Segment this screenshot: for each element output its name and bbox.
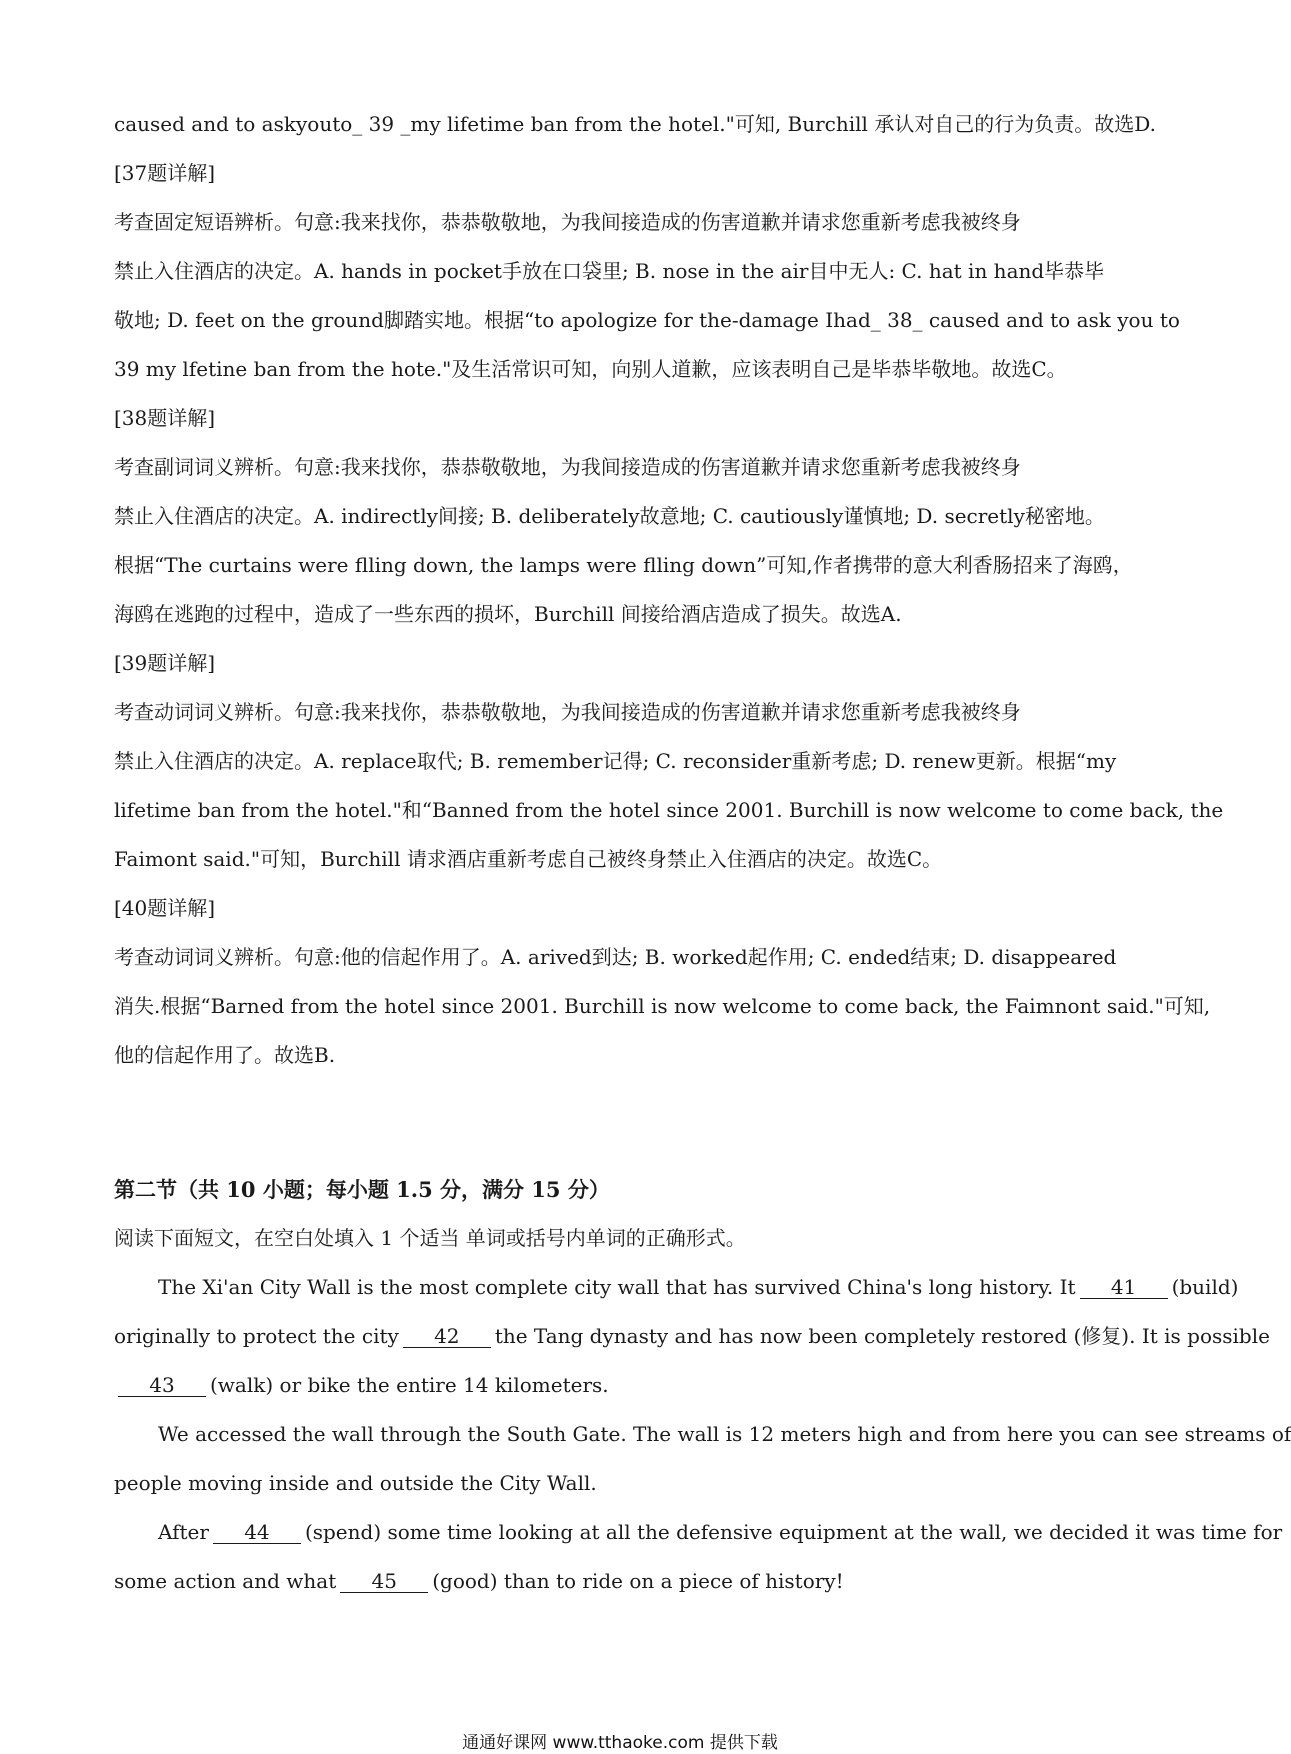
passage-line	[114, 1508, 1283, 1557]
explanation-line: 考查固定短语辨析。句意:我来找你，恭恭敬敬地，为我间接造成的伤害道歉并请求您重新考虑我被终身	[114, 210, 1021, 234]
section-gap	[114, 1080, 1134, 1165]
answer-blank: 44	[213, 1521, 301, 1544]
explanation-heading: [39题详解]	[114, 651, 216, 675]
explanation-line: 禁止入住酒店的决定。A. hands in pocket手放在口袋里; B. nose in the air目中无人: C. hat in hand毕恭毕	[114, 259, 1105, 283]
document-page	[114, 100, 1291, 1606]
passage-line	[114, 1557, 1134, 1606]
passage-line	[114, 1459, 1134, 1508]
passage-text: (build)	[1171, 1275, 1239, 1299]
answer-explanations	[114, 100, 1224, 1080]
explanation-line: 禁止入住酒店的决定。A. indirectly间接; B. deliberately故意地; C. cautiously谨慎地; D. secretly秘密地。	[114, 504, 1105, 528]
passage-text: We accessed the wall through the South Gate. The wall is 12 meters high and from here you can see streams of	[158, 1422, 1291, 1446]
passage-text: After	[158, 1520, 209, 1544]
explanation-line: 根据“The curtains were flling down, the lamps were flling down”可知,作者携带的意大利香肠招来了海鸥，	[114, 553, 1133, 577]
explanation-line: 海鸥在逃跑的过程中，造成了一些东西的损坏，Burchill 间接给酒店造成了损失。故选A.	[114, 602, 902, 626]
passage-text: (walk) or bike the entire 14 kilometers.	[210, 1373, 609, 1397]
explanation-line: Faimont said."可知，Burchill 请求酒店重新考虑自己被终身禁止入住酒店的决定。故选C。	[114, 847, 943, 871]
answer-blank: 41	[1080, 1276, 1168, 1299]
section-title: 第二节（共 10 小题；每小题 1.5 分，满分 15 分）	[114, 1177, 610, 1202]
explanation-line: 他的信起作用了。故选B.	[114, 1043, 336, 1067]
passage-text: the Tang dynasty and has now been completely restored (修复). It is possible	[494, 1324, 1270, 1348]
explanation-heading: [38题详解]	[114, 406, 216, 430]
passage-line	[114, 1361, 1134, 1410]
page-footer: 通通好课网 www.tthaoke.com 提供下载	[462, 1733, 778, 1753]
explanation-line: 考查副词词义辨析。句意:我来找你，恭恭敬敬地，为我间接造成的伤害道歉并请求您重新考虑我被终身	[114, 455, 1021, 479]
explanation-line: lifetime ban from the hotel."和“Banned from the hotel since 2001. Burchill is now welcome to come back, the	[114, 798, 1224, 822]
explanation-heading: [37题详解]	[114, 161, 216, 185]
explanation-line: 消失.根据“Barned from the hotel since 2001. Burchill is now welcome to come back, the Faimnont said."可知,	[114, 994, 1211, 1018]
explanation-line: 39 my lfetine ban from the hote."及生活常识可知，向别人道歉，应该表明自己是毕恭毕敬地。故选C。	[114, 357, 1067, 381]
explanation-line: caused and to askyouto_ 39 _my lifetime ban from the hotel."可知, Burchill 承认对自己的行为负责。故选D.	[114, 112, 1156, 136]
answer-blank: 43	[118, 1374, 206, 1397]
answer-blank: 42	[403, 1325, 491, 1348]
passage-line	[114, 1312, 1270, 1361]
explanation-line: 考查动词词义辨析。句意:我来找你，恭恭敬敬地，为我间接造成的伤害道歉并请求您重新考虑我被终身	[114, 700, 1021, 724]
passage-text: The Xi'an City Wall is the most complete city wall that has survived China's long history. It	[158, 1275, 1076, 1299]
answer-blank: 45	[340, 1570, 428, 1593]
passage-text: originally to protect the city	[114, 1324, 399, 1348]
explanation-line: 禁止入住酒店的决定。A. replace取代; B. remember记得; C. reconsider重新考虑; D. renew更新。根据“my	[114, 749, 1117, 773]
cloze-passage	[114, 1263, 1291, 1606]
passage-text: some action and what	[114, 1569, 337, 1593]
explanation-line: 敬地; D. feet on the ground脚踏实地。根据“to apologize for the-damage Ihad_ 38_ caused and to ask you to	[114, 308, 1180, 332]
passage-line	[114, 1410, 1291, 1459]
passage-text: (spend) some time looking at all the defensive equipment at the wall, we decided it was time for	[304, 1520, 1283, 1544]
explanation-line: 考查动词词义辨析。句意:他的信起作用了。A. arived到达; B. worked起作用; C. ended结束; D. disappeared	[114, 945, 1117, 969]
passage-text: (good) than to ride on a piece of history!	[432, 1569, 844, 1593]
passage-text: people moving inside and outside the City Wall.	[114, 1471, 597, 1495]
explanation-heading: [40题详解]	[114, 896, 216, 920]
passage-line	[114, 1263, 1239, 1312]
instruction-text: 阅读下面短文，在空白处填入 1 个适当 单词或括号内单词的正确形式。	[114, 1226, 746, 1250]
